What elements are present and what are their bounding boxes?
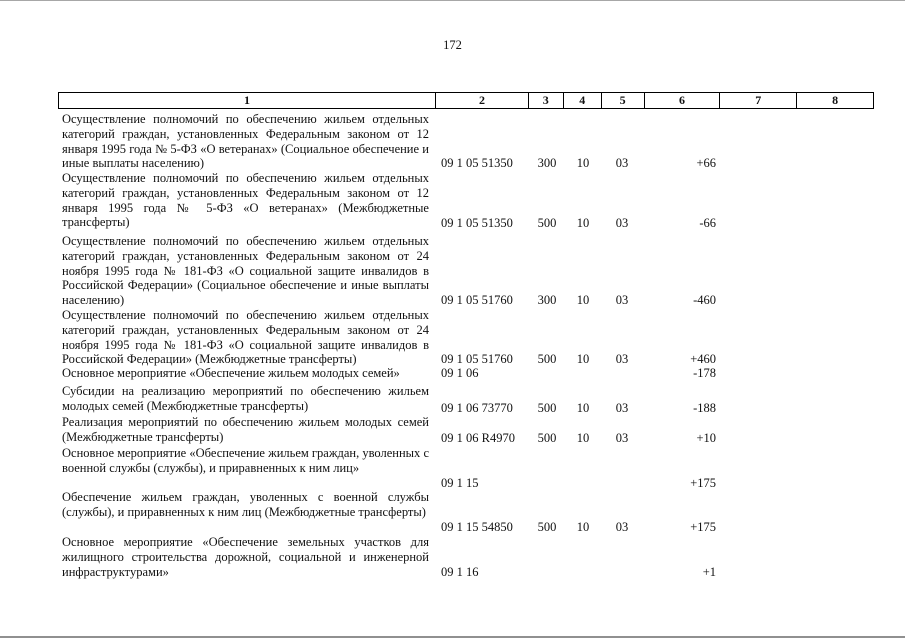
row-description: Осуществление полномочий по обеспечению жильем отдельных категорий граждан, установленных Федеральным законом от 24 ноября 1995 года № 181-ФЗ «О социальной защите инвалидов в Российской Федерации» (Социальное обеспечение и иные выплаты населению) [62,234,429,308]
row-subsection: 03 [615,216,629,230]
row-section: 10 [576,293,590,307]
column-header-1: 1 [244,93,251,107]
row-code: 09 1 05 51760 [441,352,513,366]
scan-edge-top [0,0,905,1]
row-description: Основное мероприятие «Обеспечение жильем молодых семей» [62,366,400,380]
row-section: 10 [576,352,590,366]
column-header-6: 6 [644,93,720,108]
row-subsection: 03 [615,156,629,170]
row-amount: -188 [693,401,716,415]
row-code: 09 1 05 51350 [441,216,513,230]
row-amount: -66 [699,216,716,230]
row-code: 09 1 06 R4970 [441,431,515,445]
row-subsection: 03 [615,431,629,445]
row-expense-type: 300 [537,293,557,307]
column-header-4: 4 [563,93,601,108]
row-expense-type: 300 [537,156,557,170]
row-expense-type: 500 [537,431,557,445]
column-header-5: 5 [601,93,644,108]
page-number: 172 [443,38,462,52]
row-amount: +460 [690,352,716,366]
row-amount: -178 [693,366,716,380]
row-section: 10 [576,520,590,534]
column-header-7: 7 [719,93,796,108]
row-description: Субсидии на реализацию мероприятий по обеспечению жильем молодых семей (Межбюджетные трансферты) [62,384,429,413]
row-expense-type: 500 [537,352,557,366]
row-description: Обеспечение жильем граждан, уволенных с военной службы (службы), и приравненных к ним лиц (Межбюджетные трансферты) [62,490,429,519]
row-subsection: 03 [615,293,629,307]
row-expense-type: 500 [537,401,557,415]
row-code: 09 1 15 [441,476,479,490]
row-code: 09 1 16 [441,565,479,579]
row-code: 09 1 06 [441,366,479,380]
row-expense-type: 500 [537,520,557,534]
row-amount: +175 [690,476,716,490]
row-code: 09 1 05 51760 [441,293,513,307]
row-section: 10 [576,401,590,415]
row-amount: -460 [693,293,716,307]
row-expense-type: 500 [537,216,557,230]
row-code: 09 1 05 51350 [441,156,513,170]
row-section: 10 [576,431,590,445]
row-amount: +175 [690,520,716,534]
row-description: Осуществление полномочий по обеспечению жильем отдельных категорий граждан, установленных Федеральным законом от 12 января 1995 года № 5-ФЗ «О ветеранах» (Межбюджетные трансферты) [62,171,429,230]
row-subsection: 03 [615,520,629,534]
row-description: Осуществление полномочий по обеспечению жильем отдельных категорий граждан, установленных Федеральным законом от 12 января 1995 года № 5-ФЗ «О ветеранах» (Социальное обеспечение и иные выплаты населению) [62,112,429,171]
row-amount: +66 [696,156,716,170]
row-description: Осуществление полномочий по обеспечению жильем отдельных категорий граждан, установленных Федеральным законом от 24 ноября 1995 года № 181-ФЗ «О социальной защите инвалидов в Российской Федерации» (Межбюджетные трансферты) [62,308,429,367]
row-code: 09 1 15 54850 [441,520,513,534]
row-description: Реализация мероприятий по обеспечению жильем молодых семей (Межбюджетные трансферты) [62,415,429,444]
row-description: Основное мероприятие «Обеспечение жильем граждан, уволенных с военной службы (службы), и приравненных к ним лиц» [62,446,429,475]
row-subsection: 03 [615,401,629,415]
row-section: 10 [576,156,590,170]
row-amount: +10 [696,431,716,445]
row-code: 09 1 06 73770 [441,401,513,415]
row-section: 10 [576,216,590,230]
column-header-8: 8 [796,93,873,108]
column-header-row [58,92,874,109]
row-amount: +1 [702,565,716,579]
column-header-2: 2 [435,93,528,108]
column-header-3: 3 [528,93,563,108]
row-description: Основное мероприятие «Обеспечение земельных участков для жилищного строительства дорожной, социальной и инженерной инфраструктурами» [62,535,429,579]
scan-edge-bottom [0,636,905,638]
row-subsection: 03 [615,352,629,366]
